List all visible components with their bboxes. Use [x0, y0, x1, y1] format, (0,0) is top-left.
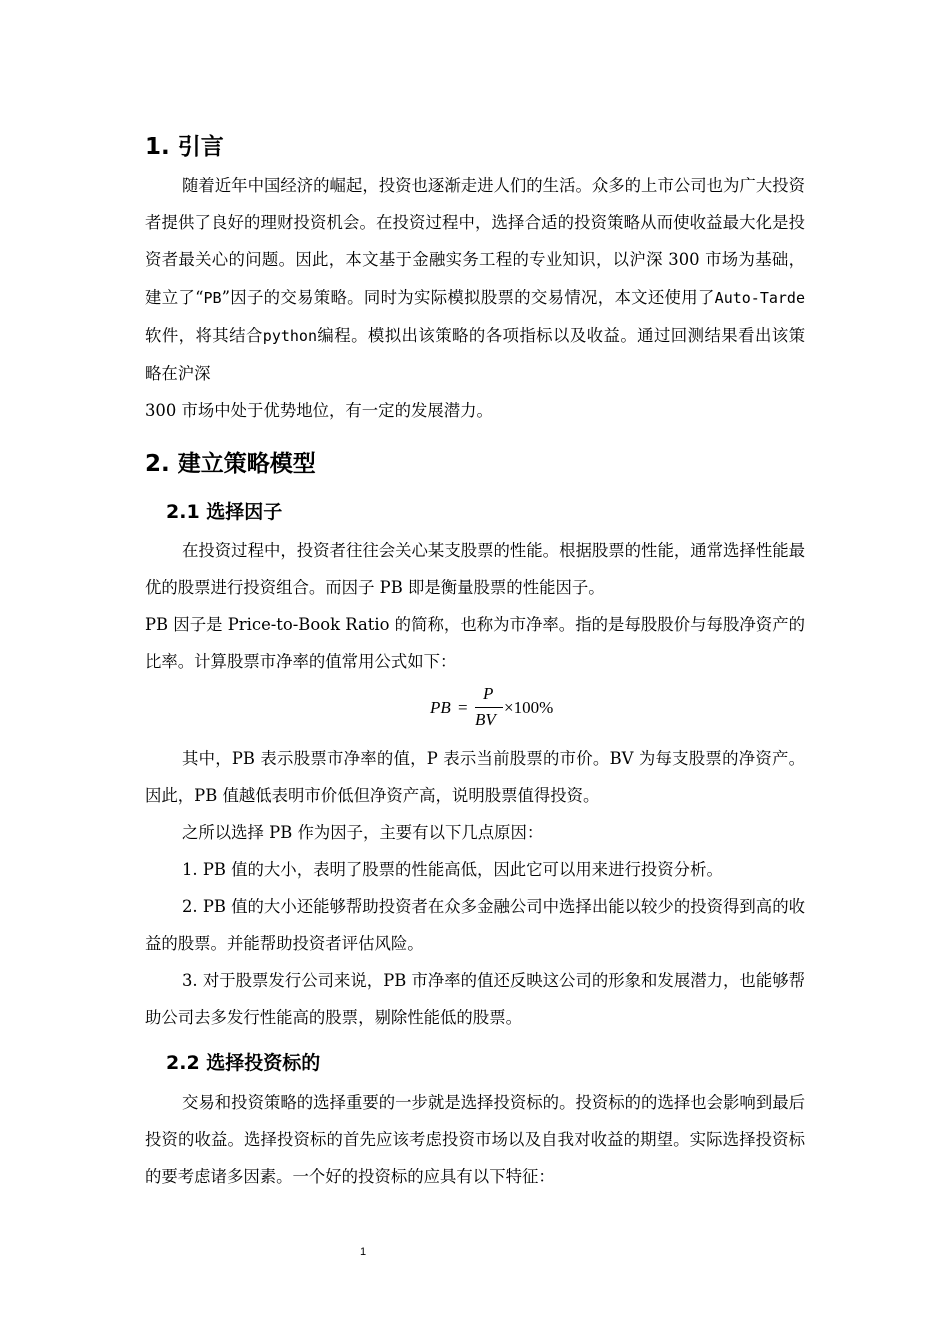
intro-paragraph: [145, 167, 805, 429]
intro-text-e: 300 市场中处于优势地位，有一定的发展潜力。: [145, 401, 493, 421]
formula-rhs: ×100%: [504, 698, 554, 717]
subsection-heading-select-target: 2.2 选择投资标的: [166, 1052, 321, 1074]
formula-numerator: P: [483, 684, 494, 703]
section-heading-strategy-model: 2. 建立策略模型: [145, 451, 316, 477]
formula-equals: =: [458, 698, 468, 717]
page-number: 1: [360, 1246, 367, 1258]
subsection-heading-select-factor: 2.1 选择因子: [166, 501, 283, 523]
factor-paragraph-4: 之所以选择 PB 作为因子，主要有以下几点原因：: [182, 823, 544, 842]
section-heading-introduction: 1. 引言: [145, 134, 224, 160]
intro-text-d: 编程。模拟出该策略的各项指标以及收益。通过回测结果看出该策略在沪深: [145, 325, 805, 384]
factor-paragraph-3: 其中，PB 表示股票市净率的值，P 表示当前股票的市价。BV 为每支股票的净资产。因此，PB 值越低表明市价低但净资产高，说明股票值得投资。: [145, 749, 805, 806]
intro-text-pb: PB: [203, 288, 222, 307]
formula-denominator: BV: [475, 710, 496, 729]
reason-list-item-2: 2. PB 值的大小还能够帮助投资者在众多金融公司中选择出能以较少的投资得到高的收益的股票。并能帮助投资者评估风险。: [145, 897, 805, 954]
reason-list-item-1: 1. PB 值的大小，表明了股票的性能高低，因此它可以用来进行投资分析。: [182, 860, 723, 879]
formula-fraction-bar: [475, 707, 503, 708]
target-paragraph-1: 交易和投资策略的选择重要的一步就是选择投资标的。投资标的的选择也会影响到最后投资的收益。选择投资标的首先应该考虑投资市场以及自我对收益的期望。实际选择投资标的要考虑诸多因素。一个好的投资标的应具有以下特征：: [145, 1093, 805, 1187]
formula-lhs: PB: [430, 698, 451, 717]
factor-paragraph-2: PB 因子是 Price-to-Book Ratio 的简称，也称为市净率。指的是每股股价与每股净资产的比率。计算股票市净率的值常用公式如下：: [145, 615, 805, 672]
intro-text-a: 随着近年中国经济的崛起，投资也逐渐走进人们的生活。众多的上市公司也为广大投资者提供了良好的理财投资机会。在投资过程中，选择合适的投资策略从而使收益最大化是投资者最关心的问题。因此，本文基于金融实务工程的专业知识，以沪深 300 市场为基础，建立了“: [145, 176, 805, 307]
intro-python: python: [262, 326, 317, 345]
intro-software-name: Auto-Tarde: [714, 288, 805, 307]
intro-text-b: ”因子的交易策略。同时为实际模拟股票的交易情况，本文还使用了: [221, 287, 715, 307]
reason-list-item-3: 3. 对于股票发行公司来说，PB 市净率的值还反映这公司的形象和发展潜力，也能够帮助公司去多发行性能高的股票，剔除性能低的股票。: [145, 971, 805, 1028]
factor-paragraph-1: 在投资过程中，投资者往往会关心某支股票的性能。根据股票的性能，通常选择性能最优的股票进行投资组合。而因子 PB 即是衡量股票的性能因子。: [145, 541, 805, 598]
intro-text-c: 软件，将其结合: [145, 325, 263, 345]
